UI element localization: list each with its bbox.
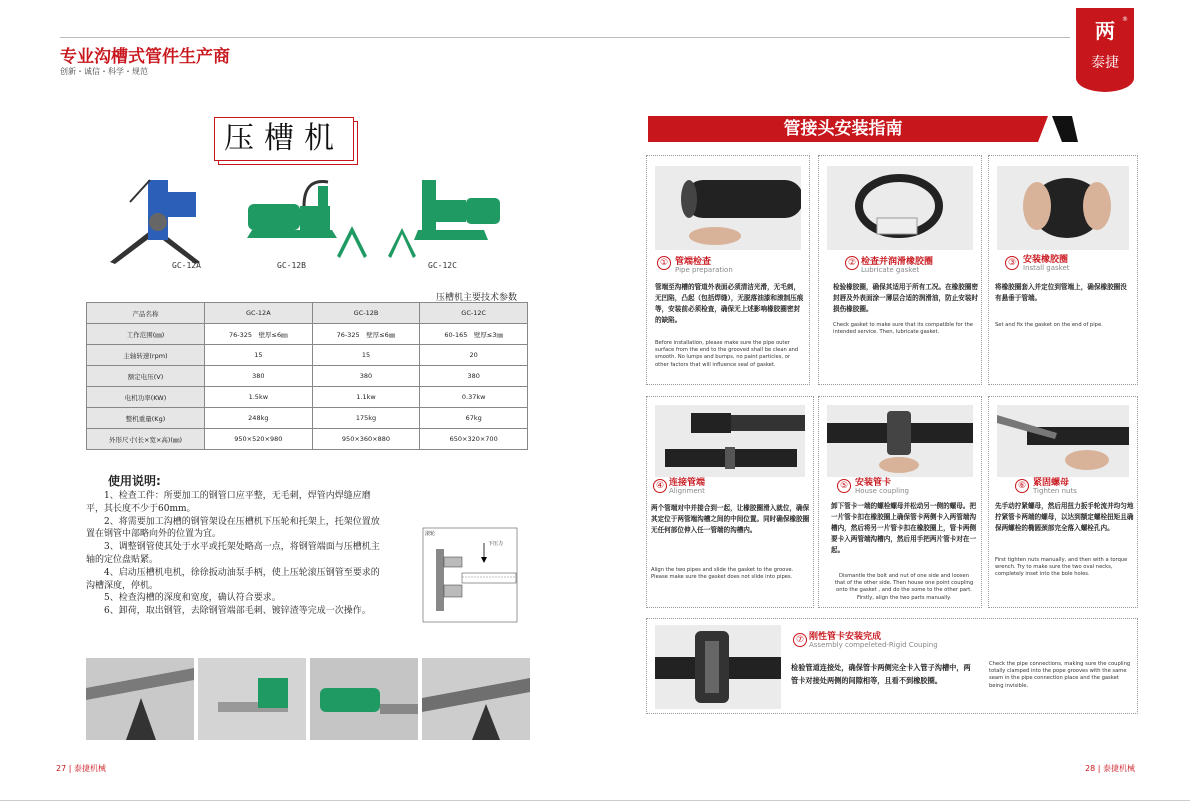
spec-table-row xyxy=(87,429,528,450)
spec-table-row xyxy=(87,408,528,429)
guide-step-7 xyxy=(646,618,1138,714)
step-1-photo xyxy=(655,166,801,250)
usage-item: 3、调整钢管使其处于水平或托架处略高一点，将钢管端面与压槽机主轴的定位盘贴紧。 xyxy=(86,542,380,565)
step-1-text-en: Before installation, please make sure the pipe outer surface from the end to the grooved shall be clean and smooth. No lumps and bumps, no paint particles, or other factors that will influence seal of gasket. xyxy=(655,340,799,368)
step-4-subtitle: Alignment xyxy=(669,487,705,495)
header-rule xyxy=(60,37,1070,38)
spec-table xyxy=(86,302,528,450)
logo-text: 泰捷 xyxy=(1091,55,1119,71)
step-2-number: ② xyxy=(845,256,859,270)
machine-gc12c-image xyxy=(388,176,508,266)
step-6-subtitle: Tighten nuts xyxy=(1033,487,1077,495)
operation-photo-1 xyxy=(86,658,194,740)
step-3-number: ③ xyxy=(1005,256,1019,270)
model-label-gc12c: GC-12C xyxy=(428,261,457,270)
spec-row-label: 电机功率(KW) xyxy=(87,387,205,408)
spec-table-caption: 压槽机主要技术参数 xyxy=(436,293,518,303)
step-2-subtitle: Lubricate gasket xyxy=(861,266,920,274)
spec-table-row xyxy=(87,345,528,366)
step-1-number: ① xyxy=(657,256,671,270)
step-6-number: ⑥ xyxy=(1015,479,1029,493)
spec-row-label: 外形尺寸(长×宽×高)(㎜) xyxy=(87,429,205,450)
usage-title: 使用说明: xyxy=(108,474,161,488)
step-5-subtitle: House coupling xyxy=(855,487,909,495)
step-3-photo xyxy=(997,166,1129,250)
spec-row-label: 整机重量(Kg) xyxy=(87,408,205,429)
spec-table-header-row xyxy=(87,303,528,324)
guide-step-3 xyxy=(988,155,1138,385)
step-7-text-en: Check the pipe connections, making sure the coupling totally clamped into the pope grooves with the same seam in the pipe connection place and the gasket being invisible. xyxy=(989,661,1131,689)
spec-table-row xyxy=(87,324,528,345)
machine-title: 压槽机 xyxy=(214,117,354,161)
guide-title: 管接头安装指南 xyxy=(783,119,903,139)
spec-header-cell: 产品名称 xyxy=(87,303,205,324)
step-3-title: 安装橡胶圈 xyxy=(1023,255,1069,265)
step-5-text-en: Dismantle the bolt and nut of one side and loosen that of the other side. Then house one point coupling onto the gasket , and do the some to the other part. Firstly, align the two parts manually. xyxy=(834,573,974,601)
step-1-subtitle: Pipe preparation xyxy=(675,266,733,274)
step-7-title: 刚性管卡安装完成 xyxy=(809,632,882,642)
usage-item: 5、检查沟槽的深度和宽度，确认符合要求。 xyxy=(104,593,281,604)
spec-cell: 380 xyxy=(420,366,528,387)
spec-table-row xyxy=(87,366,528,387)
step-6-text-en: First tighten nuts manually, and then with a torque wrench. Try to make sure the two oval necks, completely inset into the bole holes. xyxy=(995,557,1128,578)
step-4-text-en: Align the two pipes and slide the gasket to the groove. Please make sure the gasket does not slide into pipes. xyxy=(651,567,794,581)
step-5-photo xyxy=(827,405,973,477)
spec-cell: 15 xyxy=(205,345,313,366)
step-4-number: ④ xyxy=(653,479,667,493)
operation-photo-2 xyxy=(198,658,306,740)
usage-instructions xyxy=(86,490,386,618)
usage-item: 2、将需要加工沟槽的钢管架设在压槽机下压轮和托架上，托架位置放置在钢管中部略向外的位置为宜。 xyxy=(86,516,380,540)
spec-cell: 175kg xyxy=(312,408,420,429)
spec-cell: 76-325 壁厚≤6㎜ xyxy=(205,324,313,345)
machine-gc12b-image xyxy=(242,176,372,266)
step-7-subtitle: Assembly compeleted-Rigid Couping xyxy=(809,641,938,649)
guide-step-5 xyxy=(818,396,982,608)
usage-item: 1、检查工件：所要加工的钢管口应平整，无毛刺，焊管内焊缝应磨平，其长度不少于60mm。 xyxy=(86,491,371,514)
step-1-title: 管端检查 xyxy=(675,257,712,267)
step-5-text-zh: 卸下管卡一端的螺栓螺母并松动另一侧的螺母。把一片管卡扣在橡胶圈上确保管卡两侧卡入两管端沟槽内，然后将另一片管卡扣在橡胶圈上，管卡两侧要卡入两管端沟槽内，然后用手把两片管卡对在一起。 xyxy=(831,502,977,554)
step-7-text-zh: 检验管道连接处，确保管卡两侧完全卡入管子沟槽中，两管卡对接处两侧的间隙相等，且看不到橡胶圈。 xyxy=(791,663,971,685)
spec-cell: 380 xyxy=(312,366,420,387)
operation-photo-3 xyxy=(310,658,418,740)
usage-item: 6、卸荷，取出钢管，去除钢管端部毛刺、镀锌渣等完成一次操作。 xyxy=(104,606,371,617)
spec-cell: 1.1kw xyxy=(312,387,420,408)
step-2-text-zh: 检验橡胶圈，确保其适用于所有工况。在橡胶圈密封唇及外表面涂一薄层合适的润滑油，防止安装时损伤橡胶圈。 xyxy=(833,283,979,313)
guide-step-1 xyxy=(646,155,810,385)
spec-cell: 248kg xyxy=(205,408,313,429)
step-3-text-zh: 将橡胶圈套入并定位到管端上，确保橡胶圈没有悬垂于管端。 xyxy=(995,283,1127,302)
guide-step-6 xyxy=(988,396,1138,608)
spec-header-cell: GC-12B xyxy=(312,303,420,324)
spec-cell: 650×320×700 xyxy=(420,429,528,450)
step-1-text-zh: 管端至沟槽的管道外表面必须清洁光滑，无毛刺，无凹陷，凸起（包括焊缝），无脱落油漆和滚制压痕等，安装前必须检查，确保无上述影响橡胶圈密封的缺陷。 xyxy=(655,283,804,324)
step-4-title: 连接管端 xyxy=(669,478,706,488)
bottom-rule xyxy=(0,800,1190,801)
step-5-number: ⑤ xyxy=(837,479,851,493)
spec-row-label: 工作范围(㎜) xyxy=(87,324,205,345)
logo-registered-mark: ® xyxy=(1122,16,1128,23)
spec-cell: 15 xyxy=(312,345,420,366)
guide-step-2 xyxy=(818,155,982,385)
spec-header-cell: GC-12A xyxy=(205,303,313,324)
step-4-photo xyxy=(655,405,805,477)
diagram-label-roller: 滚轮 xyxy=(425,531,436,537)
brand-slogan: 创新・诚信・科学・规范 xyxy=(60,67,148,76)
spec-cell: 950×520×980 xyxy=(205,429,313,450)
guide-step-4 xyxy=(646,396,814,608)
page-footer-left: 27 | 泰捷机械 xyxy=(56,764,106,773)
step-6-text-zh: 先手动拧紧螺母，然后用扭力扳手轮流并均匀地拧紧管卡两端的螺母，以达到额定螺栓扭矩且确保两螺栓的椭圆颈部完全落入螺栓孔内。 xyxy=(995,502,1134,532)
logo-mark: 两 xyxy=(1095,19,1115,43)
step-2-photo xyxy=(827,166,973,250)
operation-photo-4 xyxy=(422,658,530,740)
spec-cell: 380 xyxy=(205,366,313,387)
step-5-title: 安装管卡 xyxy=(855,478,892,488)
spec-cell: 0.37kw xyxy=(420,387,528,408)
spec-cell: 20 xyxy=(420,345,528,366)
spec-cell: 60-165 壁厚≤3㎜ xyxy=(420,324,528,345)
step-2-text-en: Check gasket to make sure that its compatible for the intended service. Then, lubricate gasket. xyxy=(833,322,973,336)
spec-row-label: 主轴转速(rpm) xyxy=(87,345,205,366)
spec-cell: 1.5kw xyxy=(205,387,313,408)
step-3-text-en: Set and fix the gasket on the end of pipe. xyxy=(995,322,1103,328)
step-7-number: ⑦ xyxy=(793,633,807,647)
step-2-title: 检查并润滑橡胶圈 xyxy=(861,257,934,267)
step-4-text-zh: 两个管端对中并接合到一起，让橡胶圈滑入就位，确保其定位于两管端沟槽之间的中间位置。同时确保橡胶圈无任何部位伸入任一管端的沟槽内。 xyxy=(651,504,810,534)
step-6-title: 紧固螺母 xyxy=(1033,478,1070,488)
spec-header-cell: GC-12C xyxy=(420,303,528,324)
usage-item: 4、启动压槽机电机，徐徐扳动油泵手柄，使上压轮滚压钢管至要求的沟槽深度，停机。 xyxy=(86,567,380,591)
brand-title: 专业沟槽式管件生产商 xyxy=(60,47,230,67)
machine-gc12a-image xyxy=(100,172,210,272)
grooving-diagram xyxy=(422,527,518,623)
step-7-photo xyxy=(655,625,781,709)
spec-cell: 950×360×880 xyxy=(312,429,420,450)
step-3-subtitle: Install gasket xyxy=(1023,264,1070,272)
model-label-gc12b: GC-12B xyxy=(277,261,306,270)
spec-cell: 67kg xyxy=(420,408,528,429)
page-footer-right: 28 | 泰捷机械 xyxy=(1085,764,1135,773)
step-6-photo xyxy=(997,405,1129,477)
brand-logo xyxy=(1076,8,1134,92)
spec-table-row xyxy=(87,387,528,408)
model-label-gc12a: GC-12A xyxy=(172,261,201,270)
diagram-label-pressure: 下压力 xyxy=(488,541,504,547)
spec-row-label: 额定电压(V) xyxy=(87,366,205,387)
spec-cell: 76-325 壁厚≤6㎜ xyxy=(312,324,420,345)
